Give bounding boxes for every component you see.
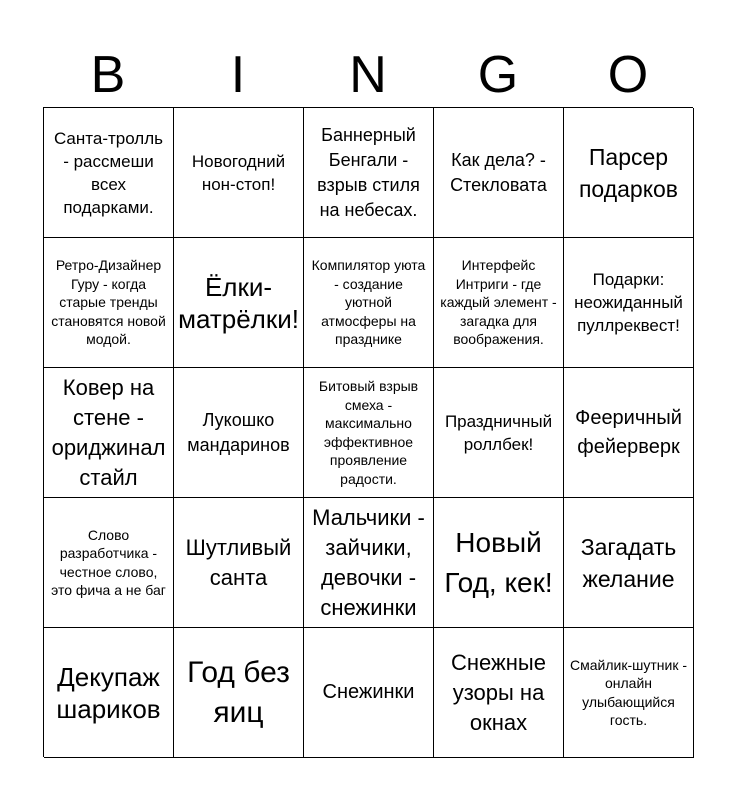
bingo-cell[interactable] [174, 498, 304, 628]
bingo-cell[interactable] [434, 238, 564, 368]
cell-text: Загадать желание [580, 533, 677, 592]
cell-text: Снежные узоры на окнах [451, 649, 546, 735]
cell-text: Санта-тролль - рассмеши всех подарками. [53, 128, 164, 217]
cell-text: Интерфейс Интриги - где каждый элемент - загадка для воображения. [440, 257, 557, 348]
bingo-cell[interactable] [564, 628, 694, 758]
cell-text: Смайлик-шутник - онлайн улыбающийся гость. [570, 656, 687, 728]
bingo-cell[interactable] [564, 108, 694, 238]
bingo-cell[interactable] [44, 368, 174, 498]
cell-text: Компилятор уюта - создание уютной атмосферы на празднике [311, 257, 426, 348]
bingo-cell[interactable] [304, 368, 434, 498]
bingo-cell[interactable] [44, 498, 174, 628]
bingo-cell[interactable] [434, 628, 564, 758]
cell-text: Лукошко мандаринов [187, 409, 290, 455]
bingo-cell[interactable] [174, 368, 304, 498]
bingo-cell[interactable] [434, 108, 564, 238]
bingo-cell[interactable] [434, 368, 564, 498]
bingo-cell[interactable] [304, 628, 434, 758]
bingo-cell[interactable] [564, 238, 694, 368]
cell-text: Мальчики - зайчики, девочки - снежинки [312, 504, 425, 620]
cell-text: Как дела? - Стекловата [450, 149, 547, 195]
bingo-cell[interactable] [564, 368, 694, 498]
cell-text: Праздничный роллбек! [444, 411, 553, 454]
bingo-cell[interactable] [304, 108, 434, 238]
cell-text: Ретро-Дизайнер Гуру - когда старые тренды становятся новой модой. [51, 257, 166, 348]
cell-text: Декупаж шариков [56, 661, 161, 724]
header-letter-n: N [349, 46, 387, 104]
bingo-cell[interactable] [564, 498, 694, 628]
cell-text: Новогодний нон-стоп! [191, 151, 286, 194]
bingo-card-grid [43, 107, 693, 757]
cell-text: Ковер на стене - ориджинал стайл [51, 374, 166, 490]
cell-text: Ёлки-матрёлки! [178, 271, 299, 334]
bingo-cell[interactable] [434, 498, 564, 628]
header-letter-g: G [477, 46, 519, 104]
cell-text: Парсер подарков [578, 143, 679, 202]
cell-text: Снежинки [322, 681, 415, 703]
bingo-cell[interactable] [174, 628, 304, 758]
cell-text: Подарки: неожиданный пуллреквест! [574, 270, 683, 335]
bingo-cell[interactable] [44, 238, 174, 368]
bingo-cell[interactable] [304, 498, 434, 628]
cell-text: Год без яиц [187, 655, 290, 729]
bingo-cell[interactable] [44, 628, 174, 758]
bingo-cell[interactable] [174, 238, 304, 368]
cell-text: Слово разработчика - честное слово, это фича а не баг [51, 526, 166, 598]
bingo-cell[interactable] [44, 108, 174, 238]
bingo-cell[interactable] [174, 108, 304, 238]
cell-text: Баннерный Бенгали - взрыв стиля на небесах. [317, 124, 420, 220]
cell-text: Новый Год, кек! [444, 526, 553, 598]
header-letter-b: B [90, 46, 126, 104]
cell-text: Шутливый санта [185, 534, 292, 590]
header-letter-o: O [607, 46, 649, 104]
header-letter-i: I [230, 46, 246, 104]
cell-text: Фееричный фейерверк [575, 406, 682, 458]
bingo-header [43, 44, 693, 106]
bingo-cell[interactable] [304, 238, 434, 368]
cell-text: Битовый взрыв смеха - максимально эффективное проявление радости. [318, 378, 419, 487]
